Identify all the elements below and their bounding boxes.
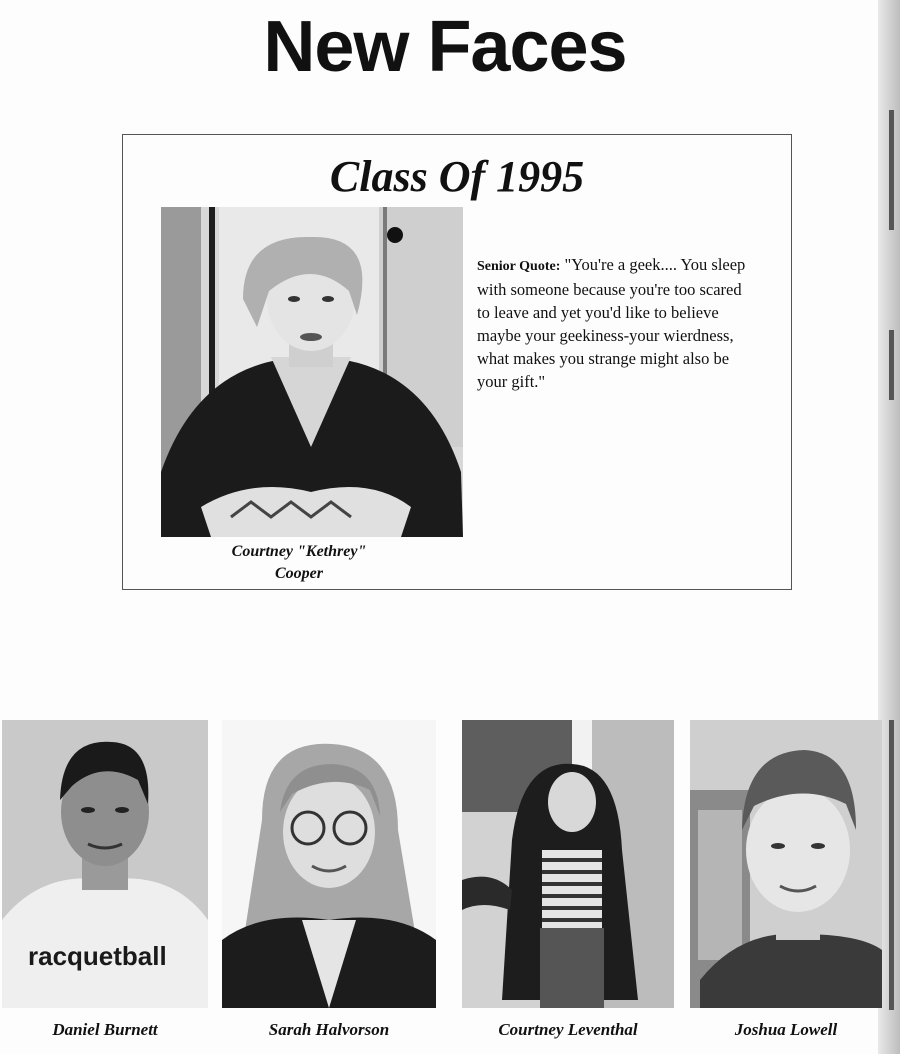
portrait-daniel-burnett: [2, 720, 208, 1008]
portrait-sarah-halvorson: [222, 720, 436, 1008]
senior-quote: [477, 253, 751, 393]
portrait-photo-icon: [2, 720, 208, 1008]
portrait-caption: Joshua Lowell: [734, 1020, 838, 1039]
portrait-caption: Courtney Leventhal: [498, 1020, 638, 1039]
portrait-photo-icon: [161, 207, 463, 537]
portrait-photo-icon: [222, 720, 436, 1008]
portrait-caption: Daniel Burnett: [52, 1020, 158, 1039]
senior-quote-label: Senior Quote:: [477, 259, 561, 274]
class-heading: Class Of 1995: [329, 152, 585, 201]
feature-box: [122, 134, 792, 590]
feature-name-line2: Cooper: [275, 565, 323, 582]
portrait-photo-icon: [690, 720, 882, 1008]
feature-photo: [161, 207, 463, 537]
feature-name-line1: Courtney "Kethrey": [231, 543, 367, 560]
spine-streak: [889, 330, 894, 400]
portrait-joshua-lowell: [690, 720, 882, 1008]
spine-streak: [889, 110, 894, 230]
shirt-print: racquetball: [28, 941, 167, 971]
feature-photo-caption: [161, 541, 437, 585]
portrait-photo-icon: [462, 720, 674, 1008]
portrait-caption: Sarah Halvorson: [268, 1020, 390, 1039]
senior-quote-text: "You're a geek.... You sleep with someone because you're too scared to leave and yet you'd like to believe maybe your geekiness-your wierdness, what makes you strange might also be your gift.": [477, 255, 746, 391]
portrait-courtney-leventhal: [462, 720, 674, 1008]
spine-streak: [889, 720, 894, 1010]
page-title: New Faces: [263, 7, 627, 87]
